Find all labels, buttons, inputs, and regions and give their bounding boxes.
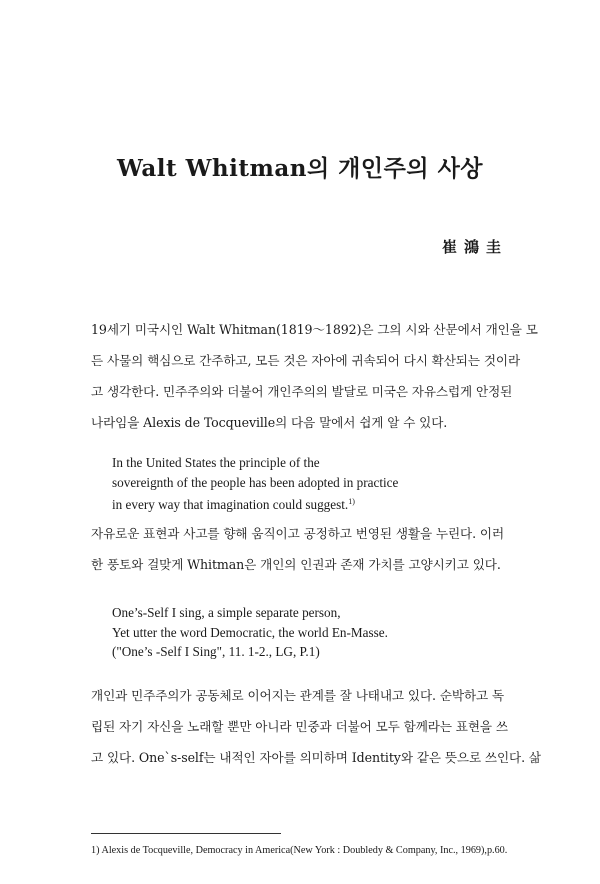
paragraph-line: 고 생각한다. 민주주의와 더불어 개인주의의 발달로 미국은 자유스럽게 안정된 [91, 384, 513, 399]
paragraph-line: 한 풍토와 걸맞게 Whitman은 개인의 인권과 존재 가치를 고양시키고 있다. [91, 557, 501, 572]
paragraph-line: 나라임을 Alexis de Tocqueville의 다음 말에서 쉽게 알 수 있다. [91, 415, 448, 430]
paragraph-line: 19세기 미국시인 Walt Whitman(1819～1892)은 그의 시와 산문에서 개인을 모 [91, 322, 538, 337]
quote-tocqueville [112, 453, 512, 515]
author-name: 崔鴻圭 [441, 238, 508, 256]
quote-line: sovereignth of the people has been adopted in practice [112, 474, 399, 490]
paragraph-line: 립된 자기 자신을 노래할 뿐만 아니라 민중과 더불어 모두 함께라는 표현을 쓰 [91, 719, 508, 734]
paragraph-intro [91, 314, 538, 438]
paragraph-community [91, 680, 541, 773]
footnote-marker: 1) [348, 497, 355, 506]
quote-line-text: in every way that imagination could suggest. [112, 497, 349, 512]
quote-line: In the United States the principle of the [112, 455, 320, 470]
footnote-1: 1) Alexis de Tocqueville, Democracy in America(New York : Doubledy & Company, Inc., 1969),p.60. [91, 845, 508, 856]
quote-whitman [112, 603, 512, 662]
paragraph-line: 개인과 민주주의가 공동체로 이어지는 관계를 잘 나태내고 있다. 순박하고 독 [91, 688, 505, 703]
paper-title: Walt Whitman의 개인주의 사상 [116, 155, 484, 182]
paragraph-line: 자유로운 표현과 사고를 향해 움직이고 공정하고 번영된 생활을 누린다. 이러 [91, 526, 505, 541]
paragraph-line: 든 사물의 핵심으로 간주하고, 모든 것은 자아에 귀속되어 다시 확산되는 것이라 [91, 353, 521, 368]
quote-citation: ("One’s -Self I Sing", 11. 1-2., LG, P.1) [112, 644, 320, 659]
quote-line [112, 492, 512, 515]
quote-line: One’s-Self I sing, a simple separate person, [112, 605, 341, 620]
quote-line: Yet utter the word Democratic, the world En-Masse. [112, 624, 388, 640]
paragraph-freedom [91, 518, 509, 580]
paragraph-line: 고 있다. One`s-self는 내적인 자아를 의미하며 Identity와 같은 뜻으로 쓰인다. 삶 [91, 750, 541, 765]
footnote-divider [91, 833, 281, 834]
